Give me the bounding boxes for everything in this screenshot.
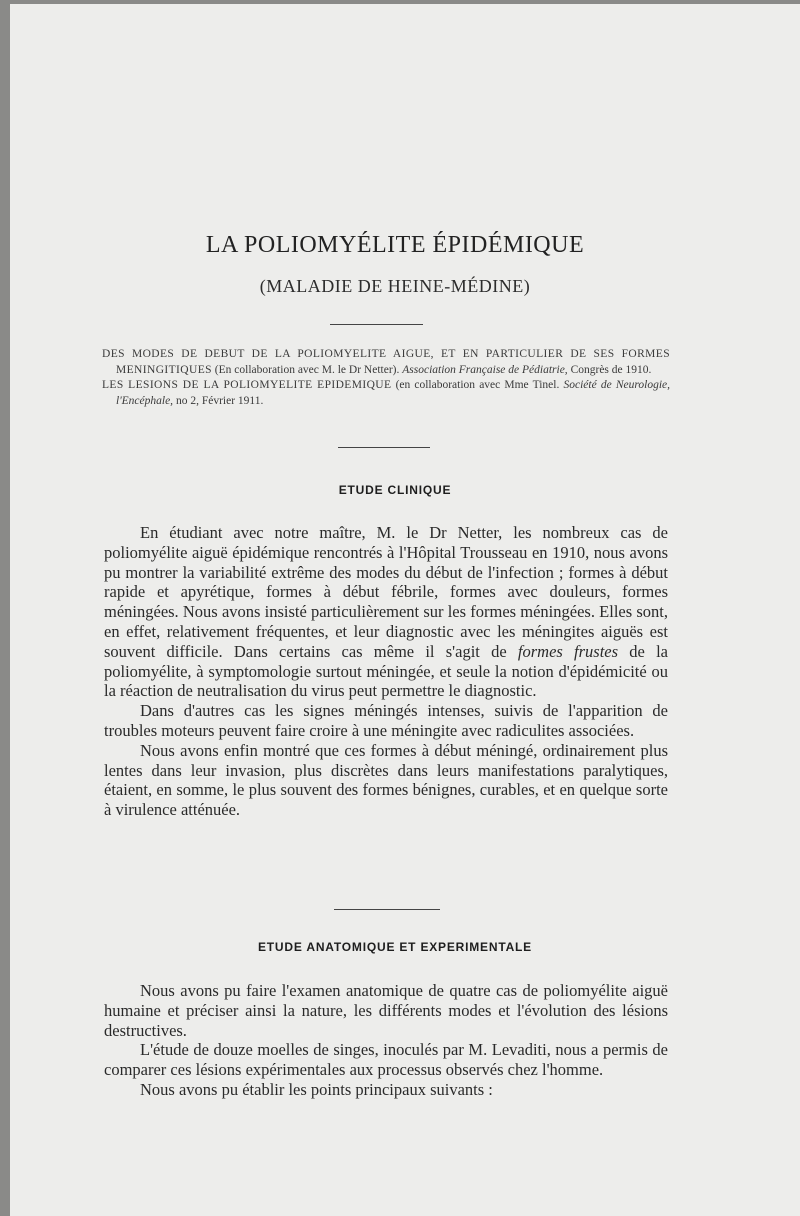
paragraph: Nous avons pu faire l'examen anatomique de quatre cas de poliomyélite aiguë humaine et préciser ainsi la nature, les différents modes et l'évolution des lésions destructives. — [104, 981, 668, 1040]
reference-2 — [102, 378, 670, 409]
paragraph-italic: formes frustes — [517, 641, 619, 661]
reference-1-heading: DES MODES DE DEBUT DE LA POLIOMYELITE AIGUE, ET EN PARTICULIER DE SES FORMES MENINGITIQUES — [102, 348, 670, 376]
page-title: LA POLIOMYÉLITE ÉPIDÉMIQUE — [205, 232, 585, 258]
book-page — [10, 4, 800, 1216]
paragraph-text: Nous avons enfin montré que ces formes à début méningé, ordinairement plus lentes dans leur invasion, plus discrètes dans leurs manifestations paralytiques, étaient, en somme, le plus souvent des formes bénignes, curables, et en quelque sorte à virulence atténuée. — [104, 740, 668, 820]
title-divider — [330, 324, 423, 325]
references-block — [102, 347, 670, 409]
reference-1-date: Congrès de 1910. — [570, 363, 652, 376]
paragraph — [104, 741, 668, 820]
section-heading-clinical: ETUDE CLINIQUE — [338, 483, 452, 497]
paragraph-text: En étudiant avec notre maître, M. le Dr Netter, les nombreux cas de poliomyélite aiguë épidémique rencontrés à l'Hôpital Trousseau en 1910, nous avons pu montrer la variabilité extrême des modes du début de l'infection ; formes à début rapide et apyrétique, formes à début fébrile, formes avec douleurs, formes méningées. Nous avons insisté particulièrement sur les formes méningées. Elles sont, en effet, relativement fréquentes, et leur diagnostic avec les méningites aiguës est souvent difficile. Dans certains cas même il s'agit de — [104, 523, 668, 661]
reference-1-venue: Association Française de Pédiatrie, — [402, 363, 568, 376]
reference-2-date: no 2, Février 1911. — [175, 394, 264, 407]
paragraph: L'étude de douze moelles de singes, inoculés par M. Levaditi, nous a permis de comparer ces lésions expérimentales aux processus observés chez l'homme. — [104, 1040, 668, 1080]
paragraph: Nous avons pu établir les points principaux suivants : — [140, 1079, 493, 1099]
references-divider — [338, 447, 430, 448]
paragraph-text-end: de la poliomyélite, à symptomologie surtout méningée, et seule la notion d'épidémicité ou la réaction de neutralisation du virus peut permettre le diagnostic. — [104, 641, 668, 701]
paragraph-text: Dans d'autres cas les signes méningés intenses, suivis de l'apparition de troubles moteurs peuvent faire croire à une méningite avec radiculites associées. — [104, 701, 668, 740]
reference-1 — [102, 347, 670, 378]
reference-2-venue: Société de Neurologie, l'Encéphale, — [116, 379, 671, 407]
section-heading-anatomical: ETUDE ANATOMIQUE ET EXPERIMENTALE — [258, 940, 532, 954]
reference-2-collab: (en collaboration avec Mme Tinel. — [395, 379, 560, 391]
section-divider — [334, 909, 440, 910]
reference-1-collab: (En collaboration avec M. le Dr Netter). — [214, 363, 400, 376]
page-subtitle: (MALADIE DE HEINE-MÉDINE) — [259, 276, 531, 296]
section-body-anatomical — [104, 981, 668, 1100]
paragraph — [104, 523, 668, 701]
reference-2-heading: LES LESIONS DE LA POLIOMYELITE EPIDEMIQUE — [102, 379, 392, 391]
paragraph — [104, 701, 668, 741]
section-body-clinical — [104, 523, 668, 820]
